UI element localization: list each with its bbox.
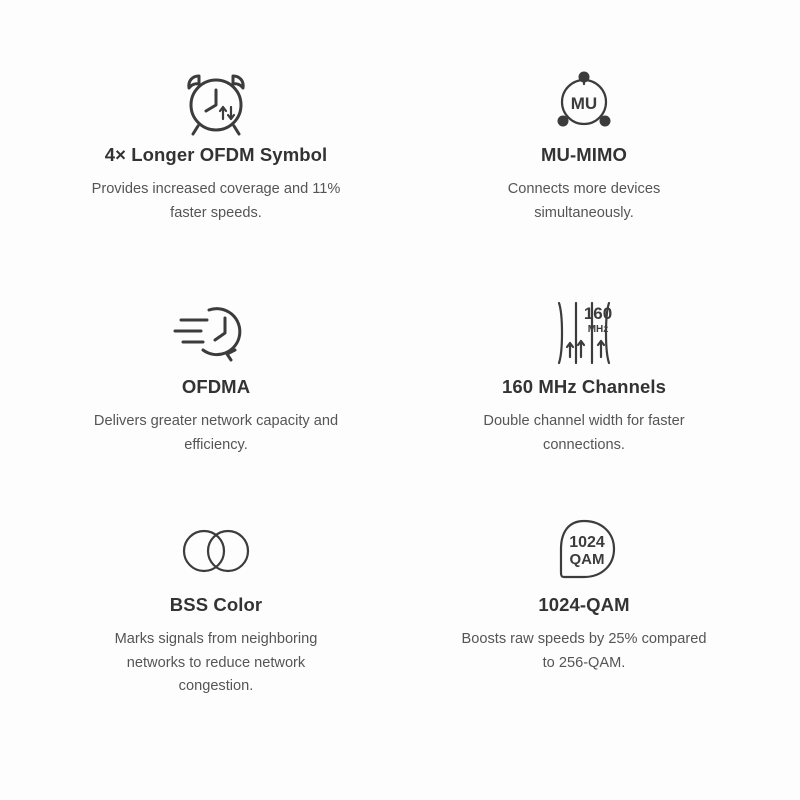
mhz-value-label: 160 bbox=[583, 304, 613, 323]
feature-card-160mhz bbox=[400, 290, 768, 508]
qam-1024-icon bbox=[546, 508, 622, 594]
feature-title: 160 MHz Channels bbox=[501, 376, 667, 397]
feature-description: Connects more devices simultaneously. bbox=[507, 181, 661, 221]
feature-card-ofdma bbox=[32, 290, 400, 508]
mu-mimo-nodes-icon bbox=[547, 58, 621, 144]
feature-card-mu-mimo bbox=[400, 58, 768, 290]
feature-title: 4× Longer OFDM Symbol bbox=[104, 144, 328, 165]
feature-grid bbox=[32, 0, 768, 746]
feature-description: Marks signals from neighboring networks to reduce network congestion. bbox=[114, 631, 318, 695]
mhz-unit-label: MHz bbox=[587, 324, 609, 335]
alarm-clock-signal-icon bbox=[177, 58, 255, 144]
feature-description: Double channel width for faster connections. bbox=[483, 413, 685, 453]
feature-card-bss-color bbox=[32, 508, 400, 746]
feature-title: BSS Color bbox=[169, 594, 263, 615]
overlapping-circles-icon bbox=[174, 508, 258, 594]
fast-clock-icon bbox=[173, 290, 259, 376]
feature-description: Boosts raw speeds by 25% compared to 256-QAM. bbox=[461, 631, 707, 671]
qam-unit-label: QAM bbox=[569, 551, 605, 568]
feature-description: Delivers greater network capacity and efficiency. bbox=[93, 413, 339, 453]
feature-title: MU-MIMO bbox=[541, 144, 627, 165]
mu-label: MU bbox=[570, 94, 598, 113]
channel-width-160mhz-icon bbox=[543, 290, 625, 376]
feature-title: 1024-QAM bbox=[538, 594, 630, 615]
feature-description: Provides increased coverage and 11% faster speeds. bbox=[91, 181, 341, 221]
feature-card-1024-qam bbox=[400, 508, 768, 746]
qam-value-label: 1024 bbox=[569, 534, 605, 551]
feature-title: OFDMA bbox=[181, 376, 251, 397]
feature-card-ofdm-symbol bbox=[32, 58, 400, 290]
